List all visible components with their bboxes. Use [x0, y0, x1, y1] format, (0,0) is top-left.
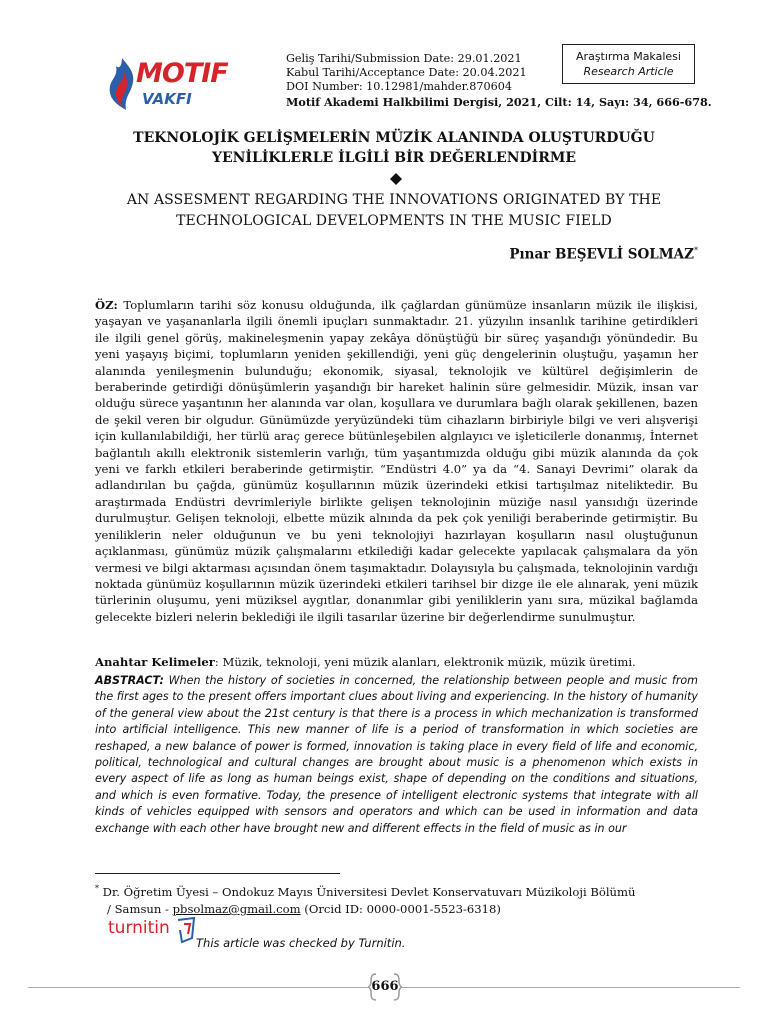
footnote-line-1	[95, 880, 715, 901]
author-email-link[interactable]: pbsolmaz@gmail.com	[172, 901, 301, 916]
turnitin-logo-text: turnitin	[108, 918, 170, 938]
keywords-label: Anahtar Kelimeler	[95, 655, 215, 669]
footnote-mark: *	[95, 884, 99, 893]
page-rule-right	[402, 987, 740, 988]
title-en-line-1: AN ASSESMENT REGARDING THE INNOVATIONS ORIGINATED BY THE	[126, 192, 662, 208]
journal-citation: Motif Akademi Halkbilimi Dergisi, 2021, Cilt: 14, Sayı: 34, 666-678.	[286, 94, 712, 109]
turnitin-mark-icon	[174, 916, 198, 946]
journal-logo	[100, 54, 250, 116]
author-footnote	[95, 880, 715, 918]
acceptance-date: Kabul Tarihi/Acceptance Date: 20.04.2021	[286, 66, 527, 80]
turnitin-logo	[108, 916, 198, 948]
abstract-tr-text: Toplumların tarihi söz konusu olduğunda, ilk çağlardan günümüze insanların müzik ile ilişkisi, yaşayan ve yaşananlarla ilgili önemli ipuçları sunmaktadır. 21. yüzyılın insanlık tarihine getirdikleri ile ilgili genel görüş, makineleşmenin yapay zekâya dönüştüğü bir süreç yaşandığı yönündedir. Bu yeni yaşayış biçimi, toplumların yeniden şekillendiği, yeni güç dengelerinin oluştuğu, yaşamın her alanında yenileşmenin bulunduğu; ekonomik, siyasal, teknolojik ve kültürel değişimlerin de beraberinde getirdiği dönüşümlerin yaşandığı bir hareket halinin süre gelmesidir. Müzik, insan var olduğu sürece yaşantının her alanında var olan, koşullara ve durumlara bağlı olarak şekillenen, bazen de şekil veren bir olgudur. Günümüzde yeryüzündeki tüm cihazların birbiriyle bilgi ve veri alışverişi için kullanılabildiği, her türlü araç gerece bütünleşebilen algılayıcı ve işleticilerle donanmış, İnternet bağlantılı akıllı elektronik sistemlerin varlığı, tüm yaşantımızda olduğu gibi müzik alanında da çok yeni ve farklı etkileri beraberinde getirmiştir. “Endüstri 4.0” ya da “4. Sanayi Devrimi” olarak da adlandırılan bu çağda, günümüz koşullarının müzik üzerindeki etkisi tartışılmaz niteliktedir. Bu araştırmada Endüstri devrimleriyle birlikte gelişen teknolojinin müziğe nasıl yansıdığı üzerinde durulmuştur. Gelişen teknoloji, elbette müzik alnında da pek çok yeniliği beraberinde getirmiştir. Bu yeniliklerin neler olduğunun ve bu yeni teknolojiyi hazırlayan koşulların nasıl oluştuğunun açıklanması, günümüz müzik çalışmalarını etkilediği kadar gelecekte yapılacak çalışmalara da yön vermesi ve bilgi aktarması açısından önem taşımaktadır. Dolayısıyla bu çalışmada, teknolojinin vardığı noktada günümüz koşullarının müzik üzerindeki etkileri tarihsel bir dizge ile ele alınarak, yeni müzik türlerinin oluşumu, yeni müziksel aygıtlar, donanımlar gibi yeniliklerin yanı sıra, müzikal bağlamda gelecekte bizleri nelerin beklediği ile ilgili tasarılar üzerine bir değerlendirme sunulmuştur.	[95, 298, 699, 624]
turnitin-note: This article was checked by Turnitin.	[196, 936, 406, 950]
article-type-en: Research Article	[583, 65, 674, 78]
logo-text-motif: MOTIF	[136, 58, 228, 89]
author-name	[509, 246, 698, 263]
page-number	[368, 972, 402, 1002]
logo-text-vakfi: VAKFI	[142, 90, 192, 108]
abstract-tr	[95, 297, 698, 625]
title-tr-line-1: TEKNOLOJİK GELİŞMELERİN MÜZİK ALANINDA OLUŞTURDUĞU	[133, 130, 655, 146]
footnote-divider	[95, 873, 340, 874]
keywords-tr	[95, 654, 698, 670]
title-en-line-2: TECHNOLOGICAL DEVELOPMENTS IN THE MUSIC FIELD	[176, 213, 612, 229]
keywords-text: : Müzik, teknoloji, yeni müzik alanları, elektronik müzik, müzik üretimi.	[214, 655, 636, 669]
submission-date: Geliş Tarihi/Submission Date: 29.01.2021	[286, 52, 522, 65]
abstract-en-label: ABSTRACT:	[95, 674, 164, 687]
abstract-en	[95, 673, 698, 837]
footnote-city: / Samsun -	[107, 901, 173, 916]
article-type-box	[562, 44, 695, 84]
author-footnote-mark: *	[694, 246, 698, 255]
doi-number: DOI Number: 10.12981/mahder.870604	[286, 80, 512, 94]
abstract-en-text: When the history of societies in concerned, the relationship between people and music from the first ages to the present offers important clues about living and experiencing. In the history of humanity of the general view about the 21st century is that there is a process in which mechanization is transformed into artificial intelligence. This new manner of life is a period of transformation in which societies are reshaped, a new balance of power is formed, innovation is taking place in every field of life and economic, political, technological and cultural changes are brought about music is a phenomenon which exists in every aspect of life as long as human beings exist, shape of depending on the conditions and situations, and which is even formative. Today, the presence of intelligent electronic systems that integrate with all kinds of vehicles equipped with sensors and operators and which can be used in information and data exchange with each other have brought new and different effects in the field of music as in our	[95, 674, 698, 835]
author-name-text: Pınar BEŞEVLİ SOLMAZ	[509, 246, 694, 263]
abstract-tr-label: ÖZ:	[95, 298, 118, 312]
title-tr-line-2: YENİLİKLERLE İLGİLİ BİR DEĞERLENDİRME	[211, 150, 577, 166]
diamond-icon	[390, 170, 402, 182]
author-orcid: (Orcid ID: 0000-0001-5523-6318)	[300, 901, 501, 916]
page-rule-left	[28, 987, 368, 988]
article-type-tr: Araştırma Makalesi	[576, 50, 681, 63]
footnote-affiliation: Dr. Öğretim Üyesi – Ondokuz Mayıs Üniversitesi Devlet Konservatuvarı Müzikoloji Bölümü	[99, 884, 636, 899]
page-number-text: 666	[371, 979, 399, 994]
